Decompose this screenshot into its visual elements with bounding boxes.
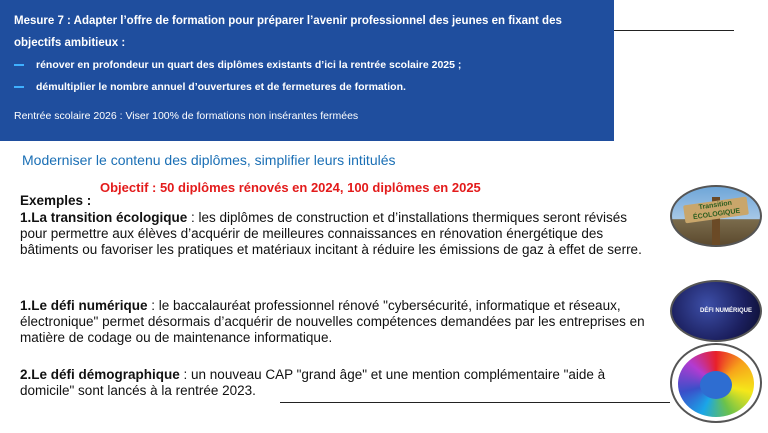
measure-bullet-text: démultiplier le nombre annuel d’ouvertures et de fermetures de formation.: [36, 81, 406, 93]
measure-banner: [0, 0, 614, 141]
digital-challenge-image: [670, 280, 762, 342]
objective-text: Objectif : 50 diplômes rénovés en 2024, 100 diplômes en 2025: [100, 180, 481, 195]
example-ecology: [20, 210, 656, 258]
measure-bullet-text: rénover en profondeur un quart des diplômes existants d’ici la rentrée scolaire 2025 ;: [36, 59, 462, 71]
demographic-challenge-image: [670, 343, 762, 423]
dash-icon: [14, 86, 24, 88]
example-heading: 2.Le défi démographique: [20, 367, 180, 382]
section-subtitle: Moderniser le contenu des diplômes, simplifier leurs intitulés: [22, 152, 396, 168]
measure-bullet: [14, 76, 602, 98]
measure-footer: Rentrée scolaire 2026 : Viser 100% de formations non insérantes fermées: [14, 110, 359, 122]
measure-title: Mesure 7 : Adapter l’offre de formation pour préparer l’avenir professionnel des jeunes en fixant des objectifs ambitieux :: [14, 15, 562, 49]
globe-icon: [700, 371, 732, 399]
example-text: : un nouveau CAP "grand âge" et une mention complémentaire "aide à domicile" sont lancés à la rentrée 2023.: [20, 367, 606, 398]
measure-bullet: [14, 54, 602, 76]
examples-label: Exemples :: [20, 193, 92, 208]
dash-icon: [14, 64, 24, 66]
example-text: : les diplômes de construction et d’installations thermiques seront révisés pour permettre aux élèves d’acquérir de meilleures connaissances en rénovation énergétique des bâtiments ou favoriser les pratiques et matériaux incitant à réduire les émissions de gaz à effet de serre.: [20, 210, 642, 257]
ecology-sign: Transition ÉCOLOGIQUE: [683, 197, 749, 224]
divider: [614, 30, 734, 31]
ecology-transition-image: [670, 185, 762, 247]
digital-sign: DÉFI NUMÉRIQUE: [700, 308, 753, 314]
example-demographic: [20, 367, 656, 399]
example-digital: [20, 298, 656, 346]
example-heading: 1.Le défi numérique: [20, 298, 148, 313]
divider: [280, 402, 670, 403]
example-text: : le baccalauréat professionnel rénové "cybersécurité, informatique et réseaux, électronique" permet désormais d’acquérir de nouvelles compétences demandées par les entreprises en matière de codage ou de maintenance informatique.: [20, 298, 645, 345]
example-heading: 1.La transition écologique: [20, 210, 188, 225]
